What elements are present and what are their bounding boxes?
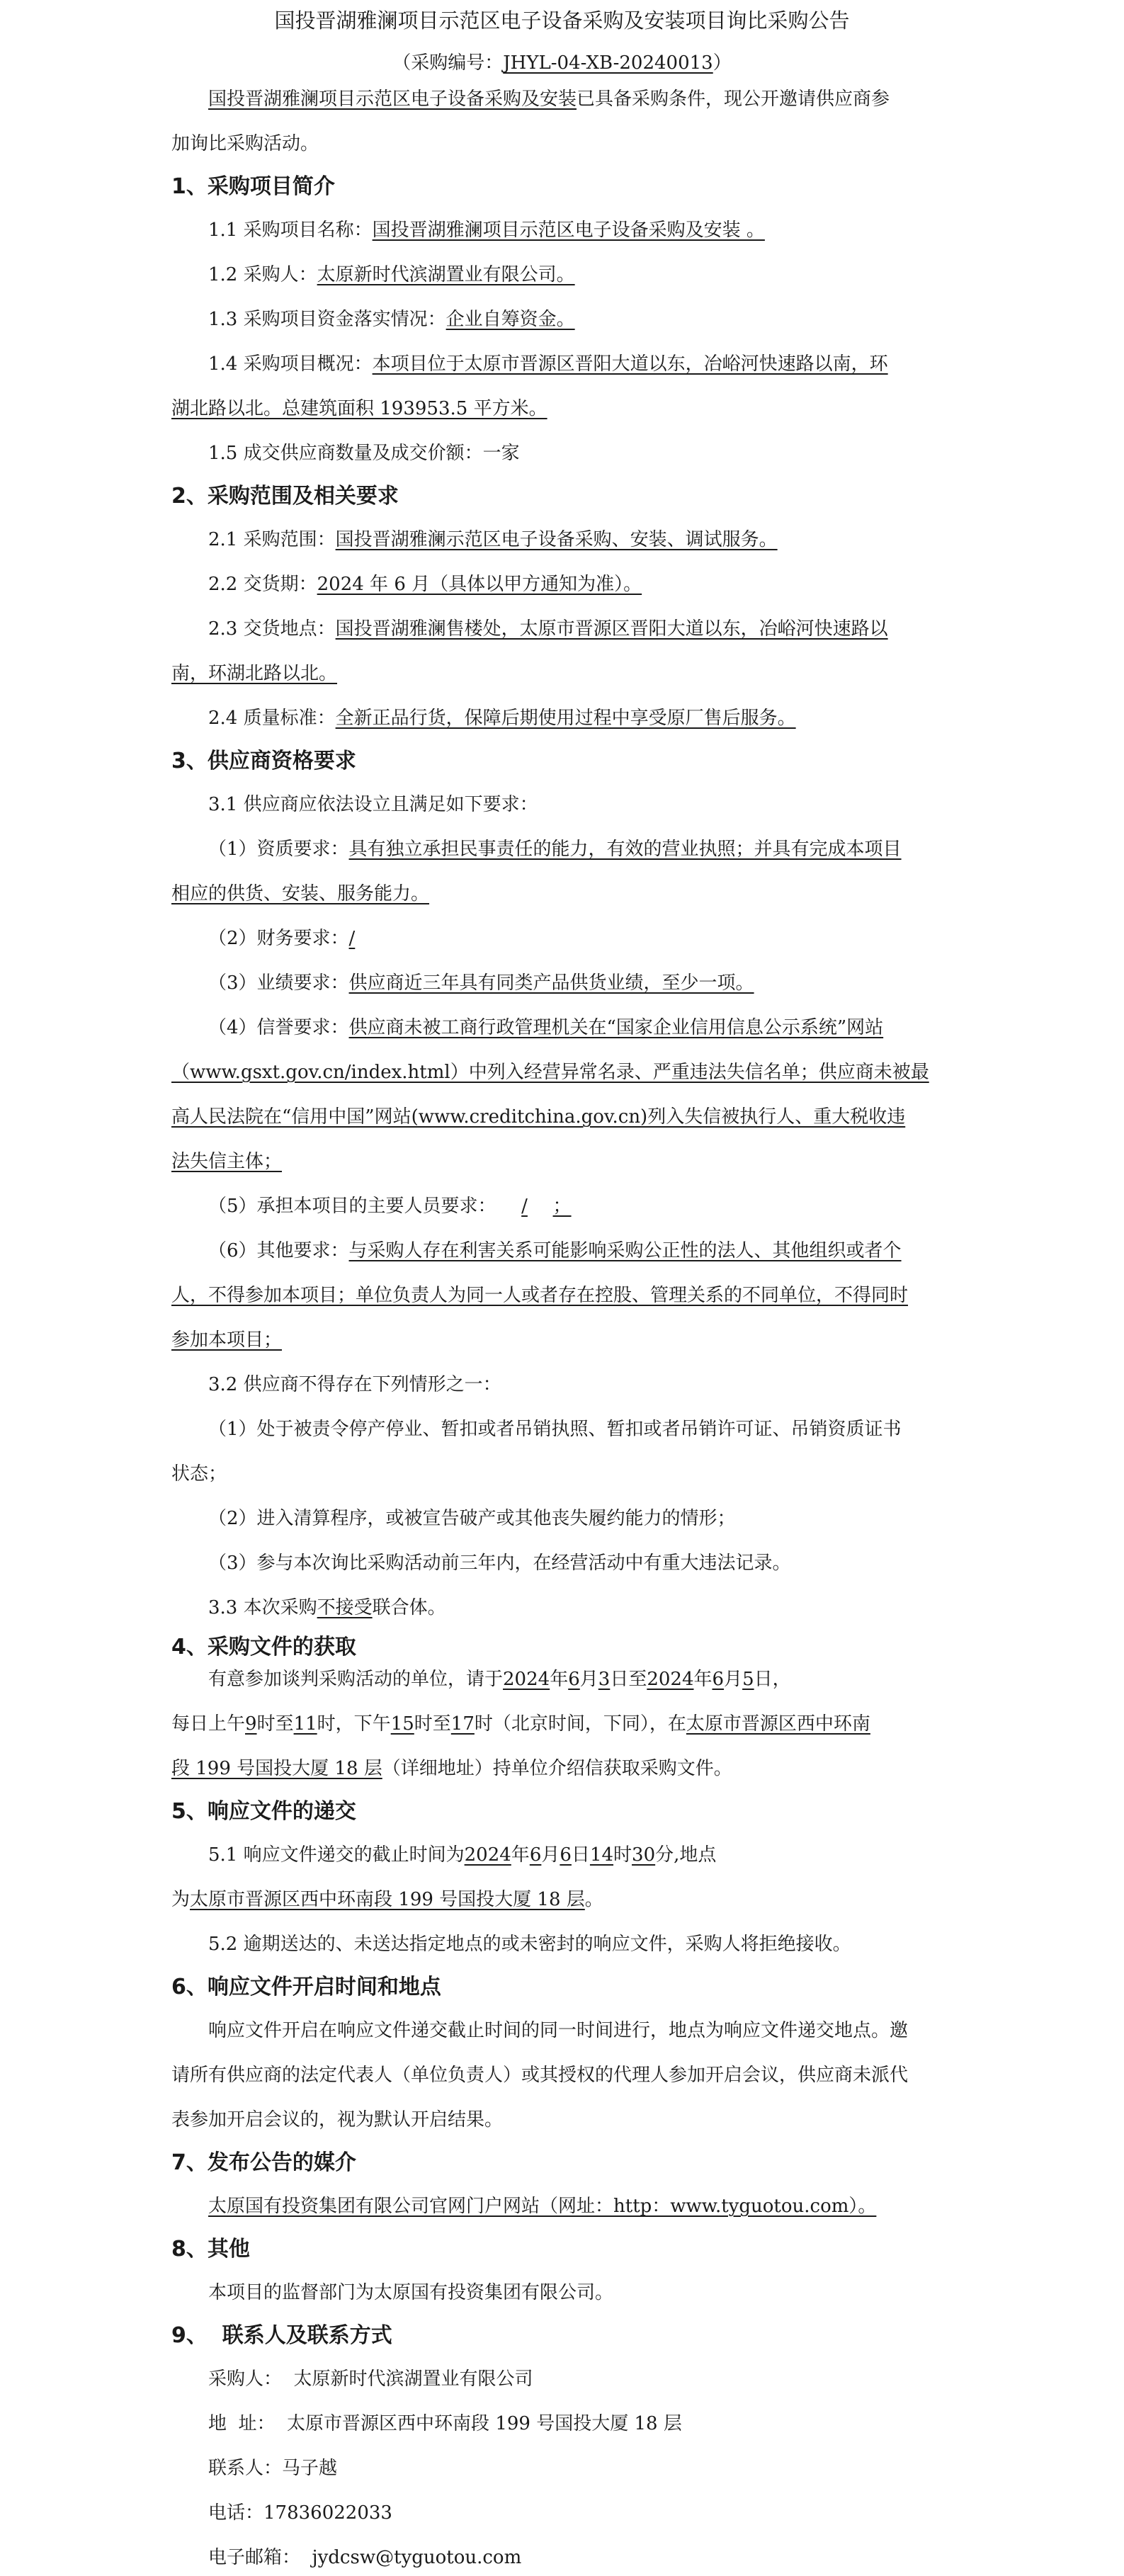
acquire-day-end: 5	[742, 1669, 754, 1690]
acquire-month-start: 6	[568, 1669, 580, 1690]
acquire-text: 时（北京时间，下同），在	[474, 1713, 686, 1735]
req-finance-value: /	[348, 928, 356, 949]
deadline-month: 6	[529, 1844, 542, 1866]
acquire-text: （详细地址）持单位介绍信获取采购文件。	[382, 1758, 732, 1779]
acquire-hour-3: 15	[390, 1713, 414, 1735]
req-qualification-value-cont: 相应的供货、安装、服务能力。	[171, 883, 430, 904]
deadline-text: 日	[571, 1844, 590, 1866]
item-2-2-value: 2024 年 6 月（具体以甲方通知为准）。	[317, 574, 642, 595]
opening-line-1: 响应文件开启在响应文件递交截止时间的同一时间进行，地点为响应文件递交地点。邀	[208, 2020, 909, 2041]
procurement-number	[0, 51, 1124, 75]
req-personnel	[208, 1194, 961, 1218]
exclusion-2: （2）进入清算程序，或被宣告破产或其他丧失履约能力的情形；	[208, 1508, 736, 1529]
opening-line-2: 请所有供应商的法定代表人（单位负责人）或其授权的代理人参加开启会议，供应商未派代	[171, 2065, 909, 2086]
item-1-2	[208, 263, 961, 287]
section-7-heading: 7、发布公告的媒介	[171, 2150, 356, 2175]
deadline-year: 2024	[464, 1844, 511, 1866]
section-5-heading: 5、响应文件的递交	[171, 1799, 356, 1824]
acquire-text: 月	[724, 1669, 743, 1690]
item-1-1-label: 1.1 采购项目名称：	[208, 220, 373, 241]
item-3-3-post: 联合体。	[372, 1597, 446, 1618]
acquire-text: 时至	[256, 1713, 294, 1735]
intro-rest: 已具备采购条件，现公开邀请供应商参	[577, 89, 890, 110]
exclusion-1-cont: 状态；	[171, 1463, 227, 1485]
item-1-5: 1.5 成交供应商数量及成交价额：一家	[208, 443, 520, 464]
exclusion-1: （1）处于被责令停产停业、暂扣或者吊销执照、暂扣或者吊销许可证、吊销资质证书	[208, 1419, 902, 1440]
item-2-4-label: 2.4 质量标准：	[208, 708, 336, 729]
deadline-text: 分,地点	[655, 1844, 717, 1866]
contact-phone: 电话：17836022033	[208, 2502, 392, 2524]
opening-line-3: 表参加开启会议的，视为默认开启结果。	[171, 2109, 504, 2130]
req-credit-label: （4）信誉要求：	[208, 1017, 349, 1038]
acquire-year-start: 2024	[503, 1669, 550, 1690]
item-3-2: 3.2 供应商不得存在下列情形之一：	[208, 1374, 501, 1395]
item-3-3-pre: 3.3 本次采购	[208, 1597, 317, 1618]
req-credit-cont-2	[171, 1105, 961, 1129]
item-2-3-value-cont: 南，环湖北路以北。	[171, 663, 338, 684]
req-performance-value: 供应商近三年具有同类产品供货业绩，至少一项。	[348, 972, 754, 994]
req-credit-value-cont-2: 高人民法院在“信用中国”网站(www.creditchina.gov.cn)列入失信被执行人、重大税收违	[171, 1106, 906, 1128]
deadline-hour: 14	[589, 1844, 614, 1866]
procurement-number-prefix: （采购编号：	[392, 52, 504, 74]
item-2-3-cont	[171, 662, 961, 686]
acquire-address: 太原市晋源区西中环南	[686, 1713, 870, 1735]
section-3-heading: 3、供应商资格要求	[171, 749, 356, 773]
item-2-3	[208, 617, 961, 641]
section-4-heading: 4、采购文件的获取	[171, 1635, 356, 1659]
req-finance	[208, 926, 961, 951]
req-other-cont-1	[171, 1283, 961, 1307]
item-2-2-label: 2.2 交货期：	[208, 574, 317, 595]
contact-buyer: 采购人： 太原新时代滨湖置业有限公司	[208, 2368, 533, 2390]
req-other-value: 与采购人存在利害关系可能影响采购公正性的法人、其他组织或者个	[348, 1240, 902, 1261]
acquire-text: 有意参加谈判采购活动的单位，请于	[208, 1669, 504, 1690]
section-2-heading: 2、采购范围及相关要求	[171, 484, 399, 509]
item-3-3	[208, 1596, 961, 1620]
acquire-text: 年	[550, 1669, 569, 1690]
item-3-1: 3.1 供应商应依法设立且满足如下要求：	[208, 794, 538, 815]
item-1-3	[208, 307, 961, 331]
item-1-3-label: 1.3 采购项目资金落实情况：	[208, 309, 446, 330]
acquire-text: 时至	[414, 1713, 451, 1735]
acquire-hour-1: 9	[245, 1713, 257, 1735]
item-2-3-label: 2.3 交货地点：	[208, 618, 336, 640]
media-line	[208, 2194, 961, 2218]
item-1-3-value: 企业自筹资金。	[445, 309, 575, 330]
item-2-1-value: 国投晋湖雅澜示范区电子设备采购、安装、调试服务。	[335, 529, 778, 550]
item-1-2-label: 1.2 采购人：	[208, 264, 317, 285]
item-3-3-value: 不接受	[317, 1597, 373, 1618]
item-5-2: 5.2 逾期送达的、未送达指定地点的或未密封的响应文件，采购人将拒绝接收。	[208, 1934, 851, 1955]
item-1-1-value: 国投晋湖雅澜项目示范区电子设备采购及安装 。	[372, 220, 765, 241]
req-performance-label: （3）业绩要求：	[208, 972, 349, 994]
deadline-minute: 30	[632, 1844, 656, 1866]
procurement-number-suffix: ）	[713, 52, 732, 74]
submission-deadline	[208, 1843, 961, 1867]
intro-project-name: 国投晋湖雅澜项目示范区电子设备采购及安装	[208, 89, 577, 110]
item-2-4-value: 全新正品行货，保障后期使用过程中享受原厂售后服务。	[335, 708, 796, 729]
deadline-text: 5.1 响应文件递交的截止时间为	[208, 1844, 465, 1866]
req-qualification-cont	[171, 882, 961, 906]
item-2-1-label: 2.1 采购范围：	[208, 529, 336, 550]
acquire-text: 年	[693, 1669, 713, 1690]
contact-address: 地 址： 太原市晋源区西中环南段 199 号国投大厦 18 层	[208, 2413, 682, 2434]
submission-address: 太原市晋源区西中环南段 199 号国投大厦 18 层	[190, 1889, 585, 1910]
req-credit-value-cont-3: 法失信主体；	[171, 1151, 283, 1172]
deadline-day: 6	[560, 1844, 572, 1866]
item-1-4-label: 1.4 采购项目概况：	[208, 353, 373, 375]
req-credit-value: 供应商未被工商行政管理机关在“国家企业信用信息公示系统”网站	[348, 1017, 884, 1038]
deadline-text: 年	[511, 1844, 530, 1866]
acquire-address-cont: 段 199 号国投大厦 18 层	[171, 1758, 382, 1779]
acquire-day-start: 3	[598, 1669, 611, 1690]
item-1-4-value: 本项目位于太原市晋源区晋阳大道以东，冶峪河快速路以南，环	[372, 353, 888, 375]
acquire-line-2	[171, 1712, 961, 1736]
supervision-text: 本项目的监督部门为太原国有投资集团有限公司。	[208, 2282, 614, 2303]
document-title: 国投晋湖雅澜项目示范区电子设备采购及安装项目询比采购公告	[274, 8, 850, 33]
acquire-text: 每日上午	[171, 1713, 246, 1735]
section-8-heading: 8、其他	[171, 2237, 250, 2262]
location-text: 为	[171, 1889, 191, 1910]
acquire-text: 日，	[754, 1669, 791, 1690]
req-personnel-value: /	[521, 1196, 528, 1217]
contact-email: 电子邮箱： jydcsw@tyguotou.com	[208, 2547, 522, 2568]
acquire-month-end: 6	[712, 1669, 725, 1690]
req-other	[208, 1239, 961, 1263]
item-2-4	[208, 706, 961, 730]
acquire-hour-4: 17	[450, 1713, 475, 1735]
submission-location	[171, 1888, 961, 1912]
req-other-value-cont-1: 人，不得参加本项目；单位负责人为同一人或者存在控股、管理关系的不同单位，不得同时	[171, 1285, 909, 1306]
req-qualification-label: （1）资质要求：	[208, 839, 349, 860]
acquire-text: 日至	[610, 1669, 647, 1690]
item-1-4-cont	[171, 397, 961, 421]
req-credit-cont-3	[171, 1150, 961, 1174]
req-other-label: （6）其他要求：	[208, 1240, 349, 1261]
req-credit	[208, 1016, 961, 1040]
item-1-4	[208, 352, 961, 376]
req-performance	[208, 971, 961, 995]
acquire-year-end: 2024	[647, 1669, 694, 1690]
req-other-cont-2	[171, 1328, 961, 1352]
item-2-1	[208, 528, 961, 552]
item-1-2-value: 太原新时代滨湖置业有限公司。	[317, 264, 575, 285]
acquire-line-1	[208, 1667, 961, 1691]
req-personnel-label: （5）承担本项目的主要人员要求：	[208, 1196, 496, 1217]
deadline-text: 时	[613, 1844, 632, 1866]
section-9-heading: 9、 联系人及联系方式	[171, 2323, 392, 2348]
contact-person: 联系人：马子越	[208, 2458, 338, 2479]
acquire-text: 时，下午	[317, 1713, 391, 1735]
section-1-heading: 1、采购项目简介	[171, 174, 335, 199]
item-1-1	[208, 218, 961, 242]
req-finance-label: （2）财务要求：	[208, 928, 349, 949]
exclusion-3: （3）参与本次询比采购活动前三年内，在经营活动中有重大违法记录。	[208, 1553, 791, 1574]
deadline-text: 月	[541, 1844, 560, 1866]
req-credit-value-cont-1: （www.gsxt.gov.cn/index.html）中列入经营异常名录、严重违法失信名单；供应商未被最	[171, 1062, 929, 1083]
acquire-text: 月	[579, 1669, 598, 1690]
req-qualification-value: 具有独立承担民事责任的能力，有效的营业执照；并具有完成本项目	[348, 839, 902, 860]
item-1-4-value-cont: 湖北路以北。总建筑面积 193953.5 平方米。	[171, 398, 547, 419]
req-other-value-cont-2: 参加本项目；	[171, 1329, 283, 1351]
item-2-2	[208, 572, 961, 596]
media-website: 太原国有投资集团有限公司官网门户网站（网址：http：www.tyguotou.com）。	[208, 2196, 877, 2217]
intro-line-1	[208, 87, 961, 111]
req-personnel-tail: ；	[552, 1196, 572, 1217]
req-credit-cont-1	[171, 1060, 961, 1084]
location-text: 。	[584, 1889, 603, 1910]
req-qualification	[208, 837, 961, 861]
item-2-3-value: 国投晋湖雅澜售楼处，太原市晋源区晋阳大道以东，冶峪河快速路以	[335, 618, 888, 640]
section-6-heading: 6、响应文件开启时间和地点	[171, 1975, 441, 1999]
acquire-hour-2: 11	[293, 1713, 317, 1735]
acquire-line-3	[171, 1757, 961, 1781]
procurement-number-code: JHYL-04-XB-20240013	[503, 52, 713, 74]
intro-line-2: 加询比采购活动。	[171, 133, 319, 154]
